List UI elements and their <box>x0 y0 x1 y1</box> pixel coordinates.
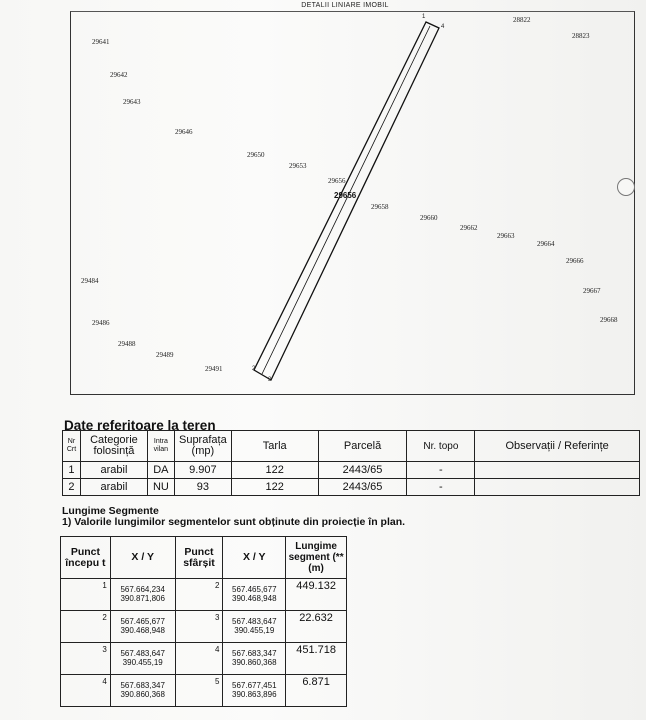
cell-start-coords <box>110 643 175 675</box>
parcel-number: 28822 <box>513 16 531 24</box>
coord-y: 390.863,896 <box>232 690 277 699</box>
parcel-number: 29664 <box>537 240 555 248</box>
coord-y: 390.871,806 <box>120 594 165 603</box>
table-row <box>61 675 347 707</box>
coord-y: 390.860,368 <box>120 690 165 699</box>
cell-end-point: 2 <box>175 579 223 611</box>
lungime-section-title: Lungime Segmente <box>62 505 159 517</box>
point-label: 3 <box>268 377 272 383</box>
parcel-number: 29658 <box>371 203 389 211</box>
header-nr-topo: Nr. topo <box>407 431 475 462</box>
cell-start-point: 3 <box>61 643 111 675</box>
lungime-subtitle: 1) Valorile lungimilor segmentelor sunt obținute din proiecție în plan. <box>62 516 406 528</box>
coord-x: 567.465,677 <box>120 617 165 626</box>
coord-y: 390.860,368 <box>232 658 277 667</box>
cell-parcela: 2443/65 <box>318 479 407 496</box>
point-label: 1 <box>422 14 426 20</box>
point-label: 4 <box>441 24 445 30</box>
cell-observatii <box>475 479 640 496</box>
cell-start-point: 4 <box>61 675 111 707</box>
parcel-number: 29643 <box>123 98 141 106</box>
cell-suprafata: 93 <box>174 479 231 496</box>
coord-x: 567.677,451 <box>232 681 277 690</box>
parcel-number: 29486 <box>92 319 110 327</box>
cell-length: 6.871 <box>286 675 347 707</box>
coord-x: 567.465,677 <box>232 585 277 594</box>
coord-y: 390.455,19 <box>122 658 163 667</box>
cell-start-point: 1 <box>61 579 111 611</box>
parcel-number: 29491 <box>205 365 223 373</box>
parcel-number: 29641 <box>92 38 110 46</box>
plan-title: DETALII LINIARE IMOBIL <box>301 2 389 9</box>
parcel-number: 29653 <box>289 162 307 170</box>
header-nr: Nr Crt <box>63 431 81 462</box>
cell-end-coords <box>223 611 286 643</box>
segments-header-row <box>61 537 347 579</box>
table-row <box>61 579 347 611</box>
teren-table <box>62 430 640 496</box>
cell-end-point: 3 <box>175 611 223 643</box>
parcel-number: 29650 <box>247 151 265 159</box>
main-parcel-number: 29656 <box>334 191 357 200</box>
parcel-number: 29642 <box>110 71 128 79</box>
cell-end-point: 5 <box>175 675 223 707</box>
cell-categorie: arabil <box>80 462 147 479</box>
cell-end-coords <box>223 579 286 611</box>
header-punct-sfarsit: Punct sfârșit <box>175 537 223 579</box>
header-tarla: Tarla <box>231 431 318 462</box>
cell-parcela: 2443/65 <box>318 462 407 479</box>
cell-intravilan: NU <box>147 479 174 496</box>
header-lungime: Lungime segment (** (m) <box>286 537 347 579</box>
cell-end-coords <box>223 643 286 675</box>
header-xy-end: X / Y <box>223 537 286 579</box>
header-suprafata: Suprafața (mp) <box>174 431 231 462</box>
cell-intravilan: DA <box>147 462 174 479</box>
cell-nr-topo: - <box>407 462 475 479</box>
table-row <box>63 479 640 496</box>
cell-nr: 1 <box>63 462 81 479</box>
header-xy-start: X / Y <box>110 537 175 579</box>
parcel-number: 29484 <box>81 277 99 285</box>
coord-x: 567.683,347 <box>120 681 165 690</box>
coord-y: 390.468,948 <box>120 626 165 635</box>
cell-start-coords <box>110 675 175 707</box>
coord-x: 567.483,647 <box>120 649 165 658</box>
parcel-number: 29489 <box>156 351 174 359</box>
point-label: 2 <box>252 366 256 372</box>
cell-observatii <box>475 462 640 479</box>
parcel-number: 29656 <box>328 177 346 185</box>
cell-tarla: 122 <box>231 479 318 496</box>
cell-tarla: 122 <box>231 462 318 479</box>
parcel-number: 29668 <box>600 316 618 324</box>
cell-length: 22.632 <box>286 611 347 643</box>
cell-start-coords <box>110 579 175 611</box>
cell-nr-topo: - <box>407 479 475 496</box>
coord-x: 567.483,647 <box>232 617 277 626</box>
cell-start-coords <box>110 611 175 643</box>
coord-x: 567.664,234 <box>120 585 165 594</box>
header-categorie: Categorie folosință <box>80 431 147 462</box>
teren-header-row <box>63 431 640 462</box>
teren-section-title: Date referitoare la teren <box>64 418 216 433</box>
cell-end-point: 4 <box>175 643 223 675</box>
parcel-inner-line <box>262 26 430 374</box>
parcel-outline <box>254 22 439 380</box>
header-parcela: Parcelă <box>318 431 407 462</box>
cell-suprafata: 9.907 <box>174 462 231 479</box>
header-intravilan: Intra vilan <box>147 431 174 462</box>
cell-length: 451.718 <box>286 643 347 675</box>
cell-nr: 2 <box>63 479 81 496</box>
coord-x: 567.683,347 <box>232 649 277 658</box>
coord-y: 390.468,948 <box>232 594 277 603</box>
parcel-number: 29488 <box>118 340 136 348</box>
header-punct-inceput: Punct începu t <box>61 537 111 579</box>
parcel-number: 29660 <box>420 214 438 222</box>
table-row <box>61 611 347 643</box>
table-row <box>63 462 640 479</box>
parcel-number: 29662 <box>460 224 478 232</box>
coord-y: 390.455,19 <box>234 626 275 635</box>
table-row <box>61 643 347 675</box>
cell-start-point: 2 <box>61 611 111 643</box>
cell-end-coords <box>223 675 286 707</box>
parcel-number: 29667 <box>583 287 601 295</box>
segments-table <box>60 536 347 707</box>
parcel-number: 29646 <box>175 128 193 136</box>
cell-categorie: arabil <box>80 479 147 496</box>
cell-length: 449.132 <box>286 579 347 611</box>
header-observatii: Observații / Referințe <box>475 431 640 462</box>
parcel-number: 29666 <box>566 257 584 265</box>
parcel-number: 28823 <box>572 32 590 40</box>
parcel-number: 29663 <box>497 232 515 240</box>
